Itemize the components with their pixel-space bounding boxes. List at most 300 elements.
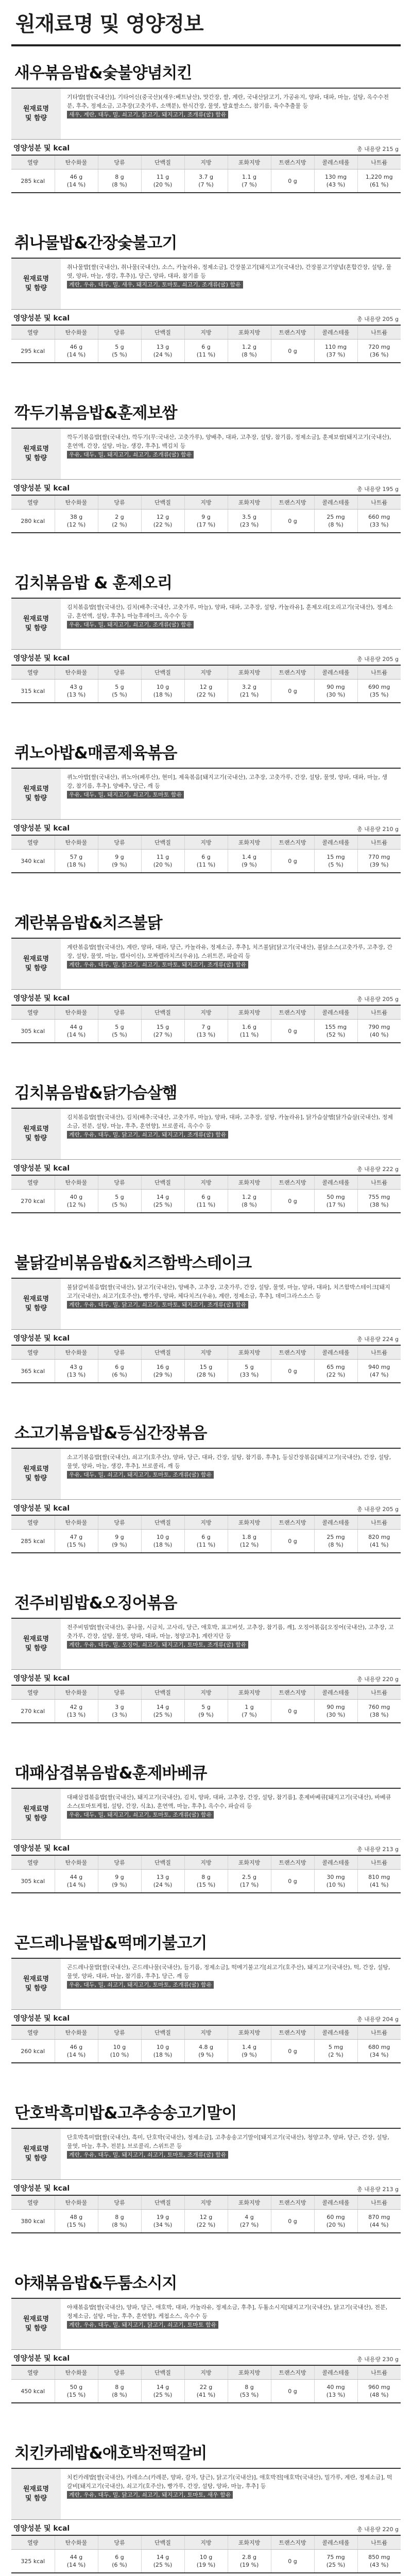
nutrition-column-header: 탄수화물 [55,1516,98,1530]
daily-value-percent: (25 %) [153,2392,173,2398]
serving-value: 222 g [382,1166,399,1173]
nutrition-column-header: 탄수화물 [55,326,98,340]
allergen-notice: 우유, 대두, 밀, 쇠고기, 돼지고기, 토마토, 조개류(굴) 함유 [67,1981,214,1989]
nutrition-value-row [11,510,401,533]
daily-value-percent: (12 %) [66,1201,86,1208]
nutrition-column-header: 탄수화물 [55,2026,98,2040]
product-section [11,547,401,717]
serving-prefix: 총 내용량 [357,2186,383,2193]
nutrition-column-header: 열량 [11,1006,55,1020]
nutrition-cell [271,2040,314,2063]
nutrition-cell [141,340,184,363]
nutrition-cell [314,1190,357,1213]
nutrition-column-header: 트랜스지방 [271,156,314,170]
nutrient-amount: 720 mg [368,344,390,350]
ingredients-box [11,2468,401,2520]
nutrition-column-header: 트랜스지방 [271,1516,314,1530]
daily-value-percent: (14 %) [66,181,86,188]
product-name: 대패삼겹볶음밥&훈제바베큐 [14,1764,207,1783]
ingredients-content [61,599,401,649]
product-name: 새우볶음밥&숯불양념치킨 [14,64,192,82]
nutrition-cell [314,1360,357,1383]
nutrition-header [11,993,401,1006]
product-section [11,2247,401,2417]
serving-value: 213 g [382,1846,399,1853]
ingredients-label-text: 원재료명 및 함량 [23,1805,49,1822]
nutrition-column-header: 탄수화물 [55,2196,98,2210]
nutrition-cell [357,1700,401,1723]
nutrition-column-header: 단백질 [141,666,184,680]
nutrition-column-header: 콜레스테롤 [314,156,357,170]
ingredients-text: 깍두기볶음밥[쌀(국내산), 깍두기(무:국내산, 고춧가루), 양배추, 대파, 고추장, 설탕, 참기름, 정제소금], 훈제보쌈[돼지고기(국내산), 훈연액, 간장, 설탕, 마늘, 생강, 후추], 백김치 등 [67,434,391,449]
nutrition-cell [11,2550,55,2573]
nutrition-header [11,483,401,496]
nutrient-amount: 6 g [201,1534,211,1540]
nutrient-amount: 11 g [156,174,169,180]
serving-value: 215 g [382,146,399,152]
serving-value: 204 g [382,2016,399,2023]
nutrient-amount: 295 kcal [21,347,45,354]
nutrition-title: 영양성분 및 kcal [13,2014,70,2023]
daily-value-percent: (14 %) [66,2052,86,2058]
nutrition-column-header: 단백질 [141,2026,184,2040]
serving-prefix: 총 내용량 [357,2526,383,2533]
daily-value-percent: (53 %) [239,2392,259,2398]
nutrition-column-header: 콜레스테롤 [314,496,357,510]
ingredients-label-text: 원재료명 및 함량 [23,785,49,802]
nutrient-amount: 0 g [288,687,297,694]
ingredients-text: 치킨카레밥[쌀(국내산), 카레소스(카레분, 양파, 감자, 당근), 닭고기(국내산)], 애호박전[애호박(국내산), 밀가루, 계란, 정제소금], 떡갈비[돼지고기(국내산), 쇠고기(호주산), 빵가루, 간장, 설탕, 양파, 마늘, 후추] 등 [67,2474,392,2489]
nutrition-header [11,653,401,666]
nutrition-column-header: 탄수화물 [55,1346,98,1360]
daily-value-percent: (24 %) [153,351,173,358]
product-section [11,887,401,1057]
serving-size [357,995,399,1003]
nutrient-amount: 13 g [156,344,169,350]
nutrient-amount: 44 g [70,1874,83,1880]
nutrient-amount: 12 g [156,514,169,520]
nutrition-header [11,1843,401,1856]
nutrition-cell [141,850,184,873]
nutrition-cell [314,1530,357,1553]
nutrition-title: 영양성분 및 kcal [13,484,70,493]
nutrient-amount: 0 g [288,2047,297,2055]
product-name: 단호박흑미밥&고추송송고기말이 [14,2104,237,2123]
nutrition-column-header: 나트륨 [357,1346,401,1360]
nutrition-column-header: 나트륨 [357,2196,401,2210]
nutrition-column-header: 포화지방 [228,326,271,340]
ingredients-text: 곤드레나물밥[쌀(국내산), 곤드레나물(국내산), 들기름, 정제소금], 떡메기불고기[쇠고기(호주산), 돼지고기(국내산), 떡, 간장, 설탕, 물엿, 양파, 대파, 마늘, 참기름, 후추], 당근, 깨 등 [67,1964,390,1979]
nutrition-cell [228,510,271,533]
ingredients-label-text: 원재료명 및 함량 [23,1125,49,1142]
nutrition-column-header: 콜레스테롤 [314,1006,357,1020]
nutrient-amount: 3.5 g [242,514,256,520]
allergen-notice: 계란, 우유, 대두, 밀, 닭고기, 쇠고기, 토마토, 돼지고기, 조개류(굴) 함유 [67,1301,248,1309]
daily-value-percent: (22 %) [196,691,216,698]
daily-value-percent: (15 %) [66,1541,86,1548]
nutrition-column-header: 지방 [184,2536,228,2550]
allergen-notice: 우유, 대두, 밀, 돼지고기, 쇠고기, 토마토, 조개류(굴) 함유 [67,1811,214,1819]
daily-value-percent: (48 %) [369,2392,389,2398]
daily-value-percent: (22 %) [196,2222,216,2228]
daily-value-percent: (7 %) [242,181,257,188]
ingredients-text: 퀴노아밥[쌀(국내산), 퀴노아(페루산), 현미], 제육볶음[돼지고기(국내산), 고추장, 고춧가루, 간장, 설탕, 물엿, 양파, 대파, 마늘, 생강, 참기름, 후추], 양배추, 당근, 깨 등 [67,774,387,789]
nutrition-column-header: 지방 [184,1006,228,1020]
nutrient-amount: 760 mg [368,1704,390,1710]
serving-value: 195 g [382,486,399,493]
nutrient-amount: 1.6 g [242,1024,256,1030]
serving-value: 205 g [382,656,399,663]
nutrition-value-row [11,1700,401,1723]
nutrient-amount: 820 mg [368,1534,390,1540]
nutrition-column-header: 나트륨 [357,1686,401,1700]
nutrition-header-row [11,2366,401,2380]
nutrition-cell [98,2210,141,2233]
nutrition-cell [357,1020,401,1043]
nutrition-cell [55,1870,98,1893]
serving-value: 205 g [382,1506,399,1513]
nutrient-amount: 660 mg [368,514,390,520]
nutrition-cell [184,1700,228,1723]
nutrition-cell [228,2380,271,2403]
daily-value-percent: (9 %) [112,1882,127,1888]
nutrient-amount: 280 kcal [21,517,45,524]
ingredients-label [11,1449,61,1499]
nutrition-cell [228,1190,271,1213]
daily-value-percent: (43 %) [326,181,346,188]
nutrition-column-header: 당류 [98,2196,141,2210]
nutrition-column-header: 당류 [98,666,141,680]
nutrition-cell [228,2550,271,2573]
nutrient-amount: 13 g [156,1874,169,1880]
daily-value-percent: (12 %) [66,521,86,528]
nutrient-amount: 315 kcal [21,687,45,694]
nutrient-amount: 0 g [288,347,297,354]
nutrient-amount: 9 g [115,1534,124,1540]
nutrition-value-row [11,2550,401,2573]
nutrition-cell [357,1530,401,1553]
nutrition-cell [11,1190,55,1213]
ingredients-text: 단호박흑미밥[쌀(국내산), 흑미, 단호박(국내산), 정제소금], 고추송송고기말이[돼지고기(국내산), 청양고추, 양파, 당근, 간장, 설탕, 물엿, 마늘, 후추, 전분], 브로콜리, 스위트콘 등 [67,2134,389,2149]
serving-size [357,1335,399,1343]
nutrition-value-row [11,1870,401,1893]
allergen-notice: 계란, 우유, 대두, 밀, 오징어, 쇠고기, 돼지고기, 토마토, 조개류(굴) 함유 [67,1641,248,1649]
ingredients-label [11,1959,61,2009]
nutrition-table [11,1176,401,1213]
nutrient-amount: 12 g [199,2214,213,2221]
nutrition-column-header: 나트륨 [357,326,401,340]
nutrition-cell [184,1190,228,1213]
nutrition-cell [55,1190,98,1213]
nutrition-value-row [11,170,401,193]
product-section [11,2077,401,2247]
nutrient-amount: 8 g [115,2384,124,2391]
nutrition-column-header: 단백질 [141,2196,184,2210]
nutrition-column-header: 트랜스지방 [271,1856,314,1870]
nutrient-amount: 46 g [70,2044,83,2050]
nutrition-column-header: 나트륨 [357,496,401,510]
daily-value-percent: (18 %) [66,861,86,868]
ingredients-label [11,599,61,649]
nutrient-amount: 680 mg [368,2044,390,2050]
daily-value-percent: (25 %) [326,2562,346,2568]
nutrient-amount: 1.2 g [242,1194,256,1200]
serving-size [357,2355,399,2363]
product-name: 깍두기볶음밥&훈제보쌈 [14,404,177,422]
nutrition-column-header: 포화지방 [228,666,271,680]
nutrient-amount: 38 g [70,514,83,520]
ingredients-label [11,2299,61,2349]
ingredients-text: 야채볶음밥[쌀(국내산), 양파, 당근, 애호박, 대파, 카놀라유, 정제소금, 후추], 두툼소시지[돼지고기(국내산), 닭고기(국내산), 전분, 정제소금, 설탕, 마늘, 후추, 훈연향], 케첩소스, 옥수수 등 [67,2304,388,2319]
nutrient-amount: 48 g [70,2214,83,2221]
nutrient-amount: 0 g [288,517,297,524]
ingredients-label-text: 원재료명 및 함량 [23,1975,49,1992]
ingredients-text: 취나물밥[쌀(국내산), 취나물(국내산), 소스, 카놀라유, 정제소금], 간장불고기[돼지고기(국내산), 간장불고기양념(혼합간장, 설탕, 물엿, 양파, 마늘, 생강, 후추)], 당근, 양파, 대파, 참기름 등 [67,264,392,279]
nutrition-table [11,2196,401,2233]
daily-value-percent: (17 %) [326,1201,346,1208]
nutrition-column-header: 단백질 [141,326,184,340]
nutrition-cell [11,2040,55,2063]
nutrition-title: 영양성분 및 kcal [13,1674,70,1683]
ingredients-label [11,2129,61,2179]
nutrient-amount: 6 g [201,1194,211,1200]
ingredients-label [11,1109,61,1159]
nutrition-header [11,1673,401,1686]
nutrition-value-row [11,1530,401,1553]
product-name: 치킨카레밥&애호박전떡갈비 [14,2444,207,2463]
nutrition-column-header: 열량 [11,1516,55,1530]
serving-prefix: 총 내용량 [357,2356,383,2363]
nutrient-amount: 0 g [288,2557,297,2565]
daily-value-percent: (8 %) [112,2222,127,2228]
product-name: 계란볶음밥&치즈불닭 [14,914,162,933]
nutrition-cell [228,2040,271,2063]
nutrition-column-header: 열량 [11,666,55,680]
serving-size [357,145,399,153]
nutrition-header [11,313,401,326]
nutrition-column-header: 트랜스지방 [271,2196,314,2210]
daily-value-percent: (29 %) [153,1371,173,1378]
nutrition-cell [184,1020,228,1043]
nutrition-column-header: 트랜스지방 [271,326,314,340]
ingredients-label-text: 원재료명 및 함량 [23,105,49,122]
daily-value-percent: (13 %) [66,1371,86,1378]
nutrition-cell [98,1870,141,1893]
nutrient-amount: 42 g [70,1704,83,1710]
nutrition-cell [55,170,98,193]
nutrition-table [11,156,401,193]
daily-value-percent: (5 %) [112,1201,127,1208]
nutrient-amount: 46 g [70,174,83,180]
ingredients-label [11,1789,61,1839]
daily-value-percent: (9 %) [112,1541,127,1548]
nutrition-column-header: 단백질 [141,836,184,850]
nutrition-cell [141,2550,184,2573]
nutrition-value-row [11,1190,401,1213]
ingredients-label [11,2469,61,2519]
nutrient-amount: 5 g [115,1194,124,1200]
daily-value-percent: (61 %) [369,181,389,188]
ingredients-content [61,939,401,989]
nutrition-cell [11,1020,55,1043]
nutrition-cell [184,170,228,193]
nutrient-amount: 43 g [70,1364,83,1370]
product-section [11,46,401,207]
nutrient-amount: 0 g [288,2387,297,2395]
nutrient-amount: 380 kcal [21,2217,45,2225]
nutrition-cell [55,2040,98,2063]
nutrition-title: 영양성분 및 kcal [13,654,70,663]
ingredients-label [11,1619,61,1669]
nutrition-cell [55,2380,98,2403]
nutrition-cell [314,2210,357,2233]
nutrient-amount: 40 g [70,1194,83,1200]
nutrition-column-header: 당류 [98,326,141,340]
nutrition-cell [228,680,271,703]
nutrition-cell [98,680,141,703]
product-name: 김치볶음밥&닭가슴살햄 [14,1084,177,1103]
nutrient-amount: 2 g [115,514,124,520]
nutrition-column-header: 당류 [98,1176,141,1190]
daily-value-percent: (14 %) [66,2562,86,2568]
nutrition-column-header: 콜레스테롤 [314,666,357,680]
ingredients-content [61,2129,401,2179]
nutrition-cell [357,850,401,873]
nutrient-amount: 325 kcal [21,2557,45,2565]
nutrition-column-header: 콜레스테롤 [314,1176,357,1190]
serving-size [357,1165,399,1173]
daily-value-percent: (8 %) [112,2392,127,2398]
serving-prefix: 총 내용량 [357,1846,383,1853]
daily-value-percent: (21 %) [239,691,259,698]
nutrition-column-header: 탄수화물 [55,1856,98,1870]
allergen-notice: 우유, 대두, 밀, 쇠고기, 돼지고기, 토마토, 조개류(굴) 함유 [67,1471,214,1479]
nutrition-column-header: 포화지방 [228,496,271,510]
daily-value-percent: (9 %) [242,2052,257,2058]
daily-value-percent: (25 %) [153,1201,173,1208]
nutrient-amount: 10 g [156,684,169,690]
serving-size [357,825,399,833]
nutrition-header-row [11,326,401,340]
serving-size [357,1845,399,1853]
nutrition-column-header: 당류 [98,1856,141,1870]
nutrient-amount: 2.8 g [242,2554,256,2561]
nutrition-column-header: 포화지방 [228,1006,271,1020]
ingredients-text: 불닭갈비볶음밥[쌀(국내산), 닭고기(국내산), 양배추, 고추장, 고춧가루, 간장, 설탕, 물엿, 마늘, 양파, 대파], 치즈함박스테이크[돼지고기(국내산), 쇠고기(호주산), 빵가루, 양파, 체다치즈(우유), 계란, 정제소금, 후추], 데미그라스소스 등 [67,1284,390,1299]
nutrition-column-header: 단백질 [141,1176,184,1190]
nutrient-amount: 16 g [156,1364,169,1370]
nutrition-column-header: 열량 [11,1856,55,1870]
nutrition-cell [11,2380,55,2403]
nutrition-cell [98,1530,141,1553]
nutrient-amount: 8 g [245,2384,254,2391]
nutrition-column-header: 포화지방 [228,2026,271,2040]
nutrition-column-header: 열량 [11,836,55,850]
nutrition-column-header: 포화지방 [228,836,271,850]
nutrition-column-header: 지방 [184,496,228,510]
nutrient-amount: 305 kcal [21,1027,45,1035]
ingredients-text: 김치볶음밥[쌀(국내산), 김치(배추:국내산, 고춧가루, 마늘), 양파, 대파, 고추장, 설탕, 카놀라유], 훈제오리[오리고기(국내산), 정제소금, 훈연액, 설탕, 후추], 마늘후레이크, 옥수수 등 [67,604,393,619]
nutrition-column-header: 단백질 [141,1006,184,1020]
nutrient-amount: 285 kcal [21,177,45,184]
ingredients-text: 기타밥[쌀(국내산)], 기타어신(중국산)(새우:베트남산), 맛간장, 쌀, 계란, 국내산닭고기, 가공유지, 양파, 대파, 마늘, 설탕, 옥수수전분, 후추, 정제소금, 고추장(고춧가루, 소맥분), 한식간장, 물엿, 발효쌀소스, 참기름, 육수추출물 등 [67,94,389,109]
nutrition-table [11,1516,401,1553]
nutrition-cell [357,680,401,703]
daily-value-percent: (17 %) [239,1882,259,1888]
nutrition-cell [228,1870,271,1893]
ingredients-label [11,429,61,479]
nutrition-value-row [11,1020,401,1043]
nutrition-column-header: 탄수화물 [55,1006,98,1020]
nutrition-column-header: 나트륨 [357,836,401,850]
nutrition-column-header: 나트륨 [357,1176,401,1190]
nutrition-cell [98,1360,141,1383]
nutrient-amount: 5 mg [328,2044,344,2050]
ingredients-box [11,768,401,820]
nutrient-amount: 6 g [115,2554,124,2561]
product-name: 취나물밥&간장숯불고기 [14,234,177,252]
product-name: 퀴노아밥&매콤제육볶음 [14,744,177,762]
nutrition-cell [141,1870,184,1893]
daily-value-percent: (19 %) [239,2562,259,2568]
serving-value: 220 g [382,1676,399,1683]
nutrition-title: 영양성분 및 kcal [13,2354,70,2363]
nutrition-cell [271,1360,314,1383]
nutrient-amount: 1.4 g [242,2044,256,2050]
serving-size [357,2185,399,2193]
nutrition-column-header: 콜레스테롤 [314,2026,357,2040]
nutrition-column-header: 열량 [11,2536,55,2550]
product-name: 김치볶음밥 & 훈제오리 [14,574,173,592]
ingredients-label-text: 원재료명 및 함량 [23,275,49,292]
nutrition-header-row [11,1006,401,1020]
serving-value: 205 g [382,996,399,1003]
nutrition-column-header: 지방 [184,2366,228,2380]
nutrition-column-header: 트랜스지방 [271,1346,314,1360]
nutrition-table [11,2026,401,2063]
nutrition-header [11,1333,401,1346]
nutrient-amount: 90 mg [327,1704,345,1710]
nutrition-cell [314,2380,357,2403]
daily-value-percent: (38 %) [369,1711,389,1718]
nutrition-cell [228,170,271,193]
nutrient-amount: 3.2 g [242,684,256,690]
ingredients-box [11,1958,401,2010]
nutrition-title: 영양성분 및 kcal [13,1164,70,1173]
nutrition-column-header: 지방 [184,1346,228,1360]
daily-value-percent: (44 %) [369,2222,389,2228]
nutrition-header-row [11,666,401,680]
nutrition-cell [11,2210,55,2233]
allergen-notice: 계란, 우유, 대두, 밀, 돼지고기, 쇠고기, 토마토, 조개류(굴) 함유 [67,2151,228,2159]
nutrient-amount: 11 g [156,854,169,860]
ingredients-label-text: 원재료명 및 함량 [23,615,49,632]
nutrition-cell [314,1020,357,1043]
nutrition-cell [184,510,228,533]
daily-value-percent: (11 %) [239,1031,259,1038]
nutrition-column-header: 콜레스테롤 [314,1516,357,1530]
nutrition-cell [184,1360,228,1383]
daily-value-percent: (27 %) [153,1031,173,1038]
nutrition-cell [357,1190,401,1213]
nutrition-header-row [11,1176,401,1190]
nutrition-cell [11,340,55,363]
nutrition-column-header: 탄수화물 [55,666,98,680]
ingredients-content [61,1109,401,1159]
daily-value-percent: (2 %) [112,521,127,528]
allergen-notice: 계란, 우유, 대두, 밀, 새우, 돼지고기, 토마토, 쇠고기, 조개류(굴) 함유 [67,281,243,289]
nutrition-column-header: 열량 [11,1346,55,1360]
